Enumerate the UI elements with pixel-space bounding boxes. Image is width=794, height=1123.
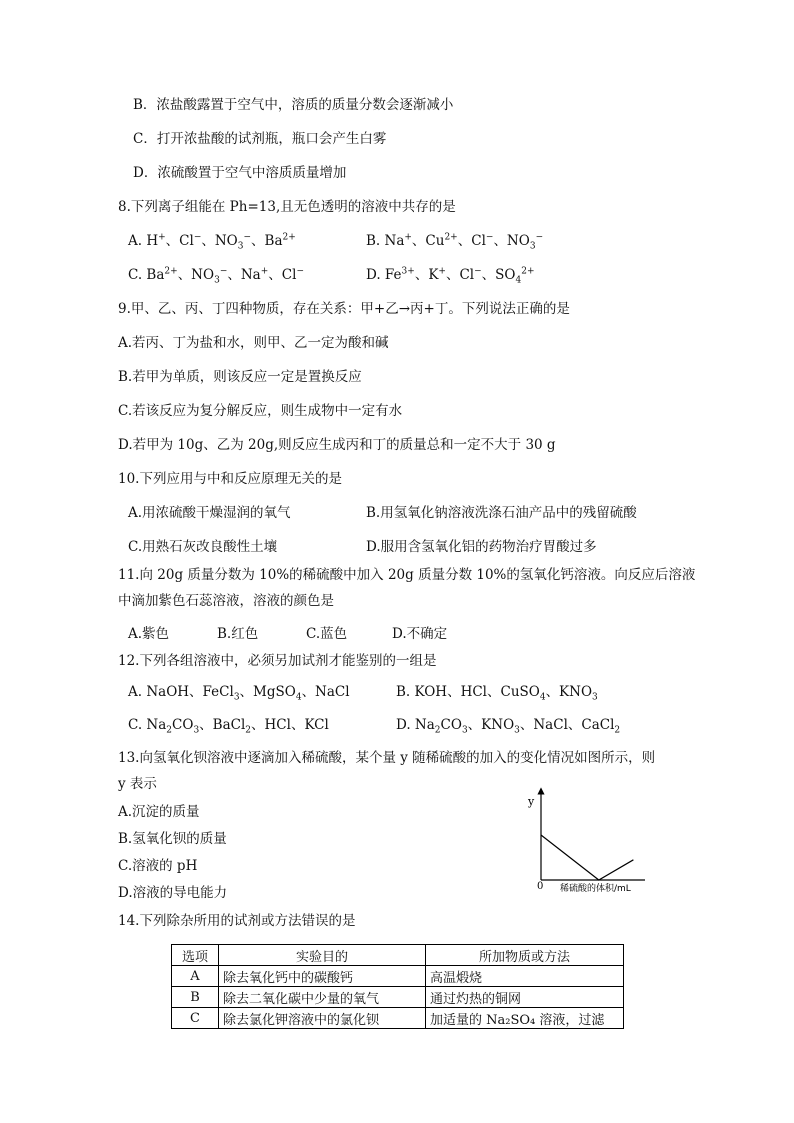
q8-option-b: B. Na+、$Cu^{2+}$、Cl−、$NO_3^-$ <box>366 232 544 252</box>
table-cell: C <box>172 1008 219 1029</box>
q10-option-a: A.用浓硫酸干燥湿润的氧气 <box>128 505 291 521</box>
q10-option-b: B.用氢氧化钠溶液洗涤石油产品中的残留硫酸 <box>366 505 637 521</box>
q13-chart-origin-label: 0 <box>537 881 544 892</box>
q10-option-c: C.用熟石灰改良酸性土壤 <box>128 539 278 555</box>
q9-stem: 9.甲、乙、丙、丁四种物质，存在关系：甲+乙→丙+丁。下列说法正确的是 <box>118 301 570 317</box>
table-cell: A <box>172 966 219 987</box>
q14-stem: 14.下列除杂所用的试剂或方法错误的是 <box>118 913 356 929</box>
q12-stem: 12.下列各组溶液中，必须另加试剂才能鉴别的一组是 <box>118 653 437 669</box>
q7-option-b: B．浓盐酸露置于空气中，溶质的质量分数会逐渐减小 <box>133 97 454 113</box>
table-header-cell: 实验目的 <box>219 945 426 966</box>
q11-stem-line2: 中滴加紫色石蕊溶液，溶液的颜色是 <box>118 593 334 609</box>
table-cell: 除去氧化钙中的碳酸钙 <box>219 966 426 987</box>
table-cell: B <box>172 987 219 1008</box>
q9-option-c: C.若该反应为复分解反应，则生成物中一定有水 <box>118 403 403 419</box>
q10-option-d: D.服用含氢氧化铝的药物治疗胃酸过多 <box>366 539 597 555</box>
q8-option-d: D. $Fe^{3+}$、K+、Cl−、$SO_4^{2+}$ <box>366 266 535 286</box>
table-header-row <box>172 945 624 966</box>
table-row <box>172 1008 624 1029</box>
q14-table <box>171 944 624 1029</box>
q10-stem: 10.下列应用与中和反应原理无关的是 <box>118 471 342 487</box>
q11-option-a: A.紫色 <box>128 626 170 642</box>
table-header-cell: 选项 <box>172 945 219 966</box>
table-cell: 高温煅烧 <box>426 966 624 987</box>
q12-option-b: B. KOH、HCl、CuSO$_4$、$KNO_3$ <box>396 684 598 703</box>
q12-option-a: A. NaOH、FeCl$_3$、MgSO$_4$、NaCl <box>128 684 350 703</box>
q13-chart-line <box>541 835 633 880</box>
q9-option-d: D.若甲为 10g、乙为 20g,则反应生成丙和丁的质量总和一定不大于 30 g <box>118 437 556 453</box>
q13-chart <box>520 785 650 895</box>
q13-stem-line1: 13.向氢氧化钡溶液中逐滴加入稀硫酸，某个量 y 随稀硫酸的加入的变化情况如图所示，则 <box>118 750 656 766</box>
q13-option-c: C.溶液的 pH <box>118 858 198 874</box>
q11-option-b: B.红色 <box>217 626 259 642</box>
q7-option-d: D．浓硫酸置于空气中溶质质量增加 <box>133 165 347 181</box>
q9-option-b: B.若甲为单质，则该反应一定是置换反应 <box>118 369 362 385</box>
q8-option-c: C. $Ba^{2+}$、$NO_3^-$、Na+、Cl− <box>128 266 304 286</box>
q13-option-d: D.溶液的导电能力 <box>118 885 228 901</box>
q13-chart-y-label: y <box>528 795 535 808</box>
q11-stem-line1: 11.向 20g 质量分数为 10%的稀硫酸中加入 20g 质量分数 10%的氢氧化钙溶液。向反应后溶液 <box>118 567 696 583</box>
q13-option-a: A.沉淀的质量 <box>118 804 200 820</box>
q12-option-c: C. $Na_2CO_3$、BaCl$_2$、HCl、KCl <box>128 717 329 736</box>
table-row <box>172 966 624 987</box>
q8-option-a: A. H+、Cl−、$NO_3^-$、$Ba^{2+}$ <box>128 232 296 252</box>
q8-stem: 8.下列离子组能在 Ph=13,且无色透明的溶液中共存的是 <box>118 199 456 215</box>
q13-chart-x-label: 稀硫酸的体积/mL <box>560 884 631 894</box>
q9-option-a: A.若丙、丁为盐和水，则甲、乙一定为酸和碱 <box>118 335 389 351</box>
q13-stem-line2: y 表示 <box>118 776 157 792</box>
q11-option-d: D.不确定 <box>392 626 448 642</box>
table-cell: 除去二氧化碳中少量的氧气 <box>219 987 426 1008</box>
table-cell: 加适量的 Na₂SO₄ 溶液，过滤 <box>426 1008 624 1029</box>
table-cell: 通过灼热的铜网 <box>426 987 624 1008</box>
q12-option-d: D. $Na_2CO_3$、$KNO_3$、NaCl、CaCl$_2$ <box>396 717 621 736</box>
table-row <box>172 987 624 1008</box>
q7-option-c: C．打开浓盐酸的试剂瓶，瓶口会产生白雾 <box>133 131 387 147</box>
q13-option-b: B.氢氧化钡的质量 <box>118 831 227 847</box>
table-cell: 除去氯化钾溶液中的氯化钡 <box>219 1008 426 1029</box>
q11-option-c: C.蓝色 <box>306 626 348 642</box>
table-header-cell: 所加物质或方法 <box>426 945 624 966</box>
